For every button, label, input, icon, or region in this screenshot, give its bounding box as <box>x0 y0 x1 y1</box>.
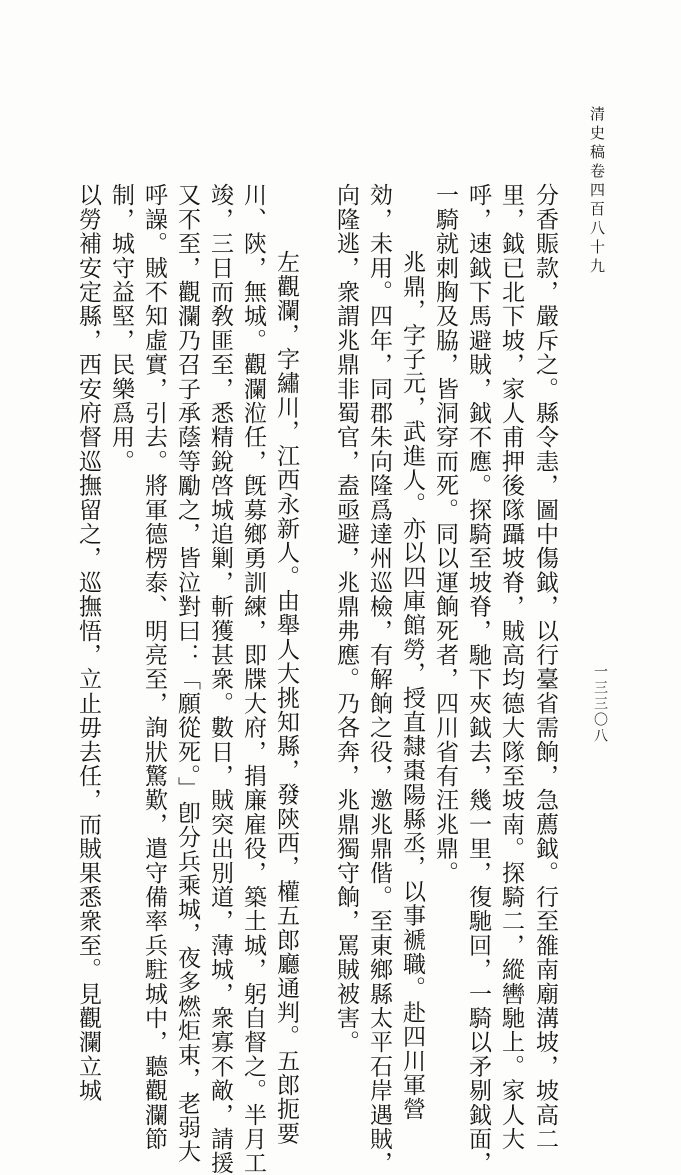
text-column: 分香賑款，嚴斥之。縣令恚，圖中傷鉞，以行臺省需餉，急薦鉞。行至雒南廟溝坡，坡高二 <box>532 183 558 1151</box>
text-column: 一騎就刺胸及脇，皆洞穿而死。同以運餉死者，四川省有汪兆鼎。 <box>432 183 458 885</box>
text-column: 呼譟。賊不知虛實，引去。將軍德楞泰、明亮至，詢狀驚歎，遣守備率兵駐城中，聽觀瀾節 <box>141 183 167 1151</box>
page-number: 一三三〇八 <box>592 664 608 744</box>
text-column: 里，鉞已北下坡，家人甫押後隊躡坡脊，賊高均德大隊至坡南。探騎二，縱轡馳上。家人大 <box>498 183 524 1151</box>
running-title: 清史稿卷四百八十九 <box>588 106 606 277</box>
text-column: 呼，速鉞下馬避賊，鉞不應。探騎至坡脊，馳下夾鉞去，幾一里，復馳回，一騎以矛剔鉞面， <box>465 183 491 1175</box>
text-column: 竣，三日而敎匪至，悉精銳啓城追剿，斬獲甚衆。數日，賊突出別道，薄城，衆寡不敵，請援 <box>207 183 233 1175</box>
text-column: 以勞補安定縣，西安府督巡撫留之，巡撫悟，立止毋去任，而賊果悉衆至。見觀瀾立城 <box>75 183 101 1103</box>
text-column: 向隆逃，衆謂兆鼎非蜀官，盍亟避，兆鼎弗應。乃各奔，兆鼎獨守餉，罵賊被害。 <box>333 183 359 1055</box>
text-column: 又不至，觀瀾乃召子承蔭等勵之，皆泣對曰：「願從死。」卽分兵乘城，夜多燃炬束，老弱大 <box>174 183 200 1164</box>
text-column: 効，未用。四年，同郡朱向隆爲達州巡檢，有解餉之役，邀兆鼎偕。至東鄉縣太平石岸遇賊， <box>366 183 392 1175</box>
text-column: 兆鼎，字子元，武進人。亦以四庫館勞，授直隸棗陽縣丞，以事褫職。赴四川軍營 <box>399 250 425 1122</box>
text-column: 川、陝，無城。觀瀾涖任，旣募鄉勇訓練，即牒大府，捐廉雇役，築土城，躬自督之。半月工 <box>240 183 266 1175</box>
text-column: 左觀瀾，字繡川，江西永新人。由舉人大挑知縣，發陝西，權五郎廳通判。五郎扼要 <box>273 250 299 1146</box>
text-column: 制，城守益堅，民樂爲用。 <box>108 183 134 474</box>
